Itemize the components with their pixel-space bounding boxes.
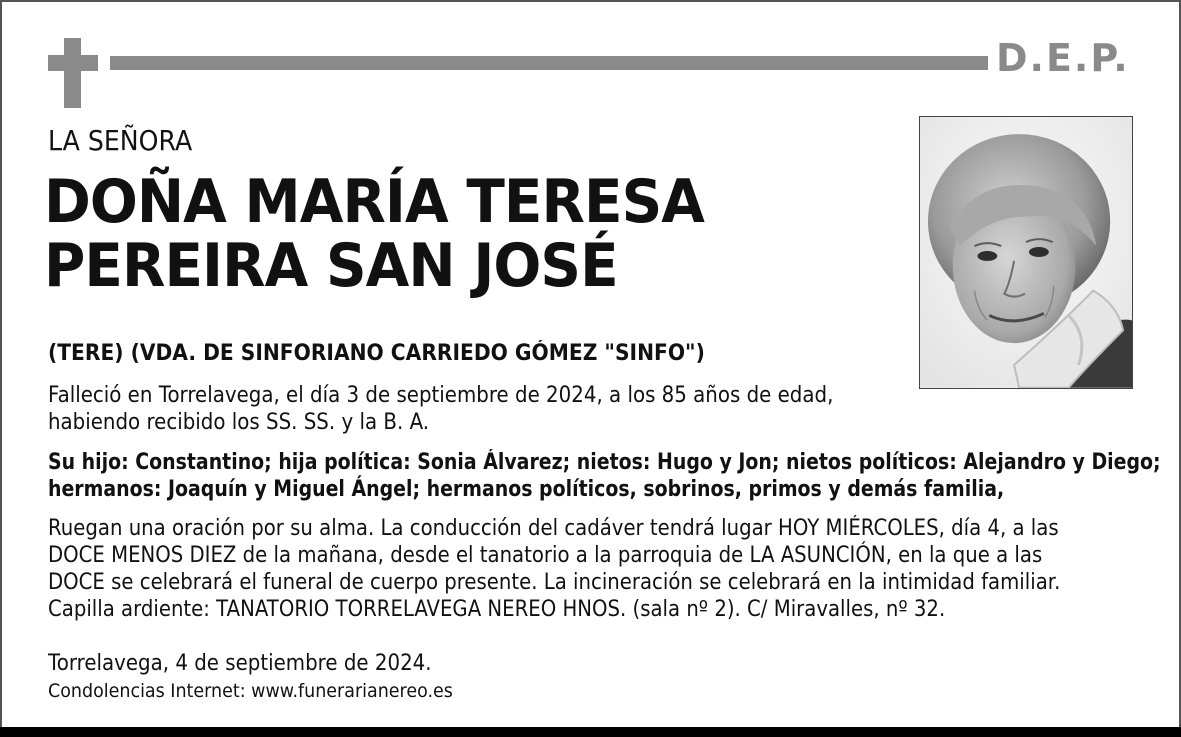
honorific-prefix: LA SEÑORA xyxy=(48,124,193,157)
family-paragraph xyxy=(48,449,1161,503)
name-line-1: DOÑA MARÍA TERESA xyxy=(44,167,704,237)
family-line-2: hermanos: Joaquín y Miguel Ángel; hermanos políticos, sobrinos, primos y demás familia, xyxy=(48,477,1005,502)
portrait-photo xyxy=(919,116,1133,389)
condolences-web: Condolencias Internet: www.funerarianereo.es xyxy=(48,680,453,702)
bottom-rule xyxy=(0,727,1181,737)
latin-cross-icon xyxy=(48,38,98,108)
death-paragraph xyxy=(48,382,833,436)
dep-badge: D.E.P. xyxy=(996,36,1130,80)
ceremony-line-3: DOCE se celebrará el funeral de cuerpo presente. La incineración se celebrará en la intimidad familiar. xyxy=(48,570,1061,595)
ceremony-line-4: Capilla ardiente: TANATORIO TORRELAVEGA NEREO HNOS. (sala nº 2). C/ Miravalles, nº 32. xyxy=(48,597,946,622)
header-rule xyxy=(110,56,988,70)
death-line-2: habiendo recibido los SS. SS. y la B. A. xyxy=(48,410,430,435)
death-line-1: Falleció en Torrelavega, el día 3 de septiembre de 2024, a los 85 años de edad, xyxy=(48,383,834,408)
place-date: Torrelavega, 4 de septiembre de 2024. xyxy=(48,651,432,676)
ceremony-paragraph xyxy=(48,515,1060,623)
ceremony-line-2: DOCE MENOS DIEZ de la mañana, desde el tanatorio a la parroquia de LA ASUNCIÓN, en la que a las xyxy=(48,543,1043,568)
alias-line: (TERE) (VDA. DE SINFORIANO CARRIEDO GÓMEZ "SINFO") xyxy=(48,341,705,366)
portrait-illustration xyxy=(920,117,1132,388)
ceremony-line-1: Ruegan una oración por su alma. La conducción del cadáver tendrá lugar HOY MIÉRCOLES, día 4, a las xyxy=(48,516,1059,541)
family-line-1: Su hijo: Constantino; hija política: Sonia Álvarez; nietos: Hugo y Jon; nietos políticos: Alejandro y Diego; xyxy=(48,450,1161,475)
deceased-name xyxy=(44,167,704,301)
name-line-2: PEREIRA SAN JOSÉ xyxy=(44,231,618,301)
